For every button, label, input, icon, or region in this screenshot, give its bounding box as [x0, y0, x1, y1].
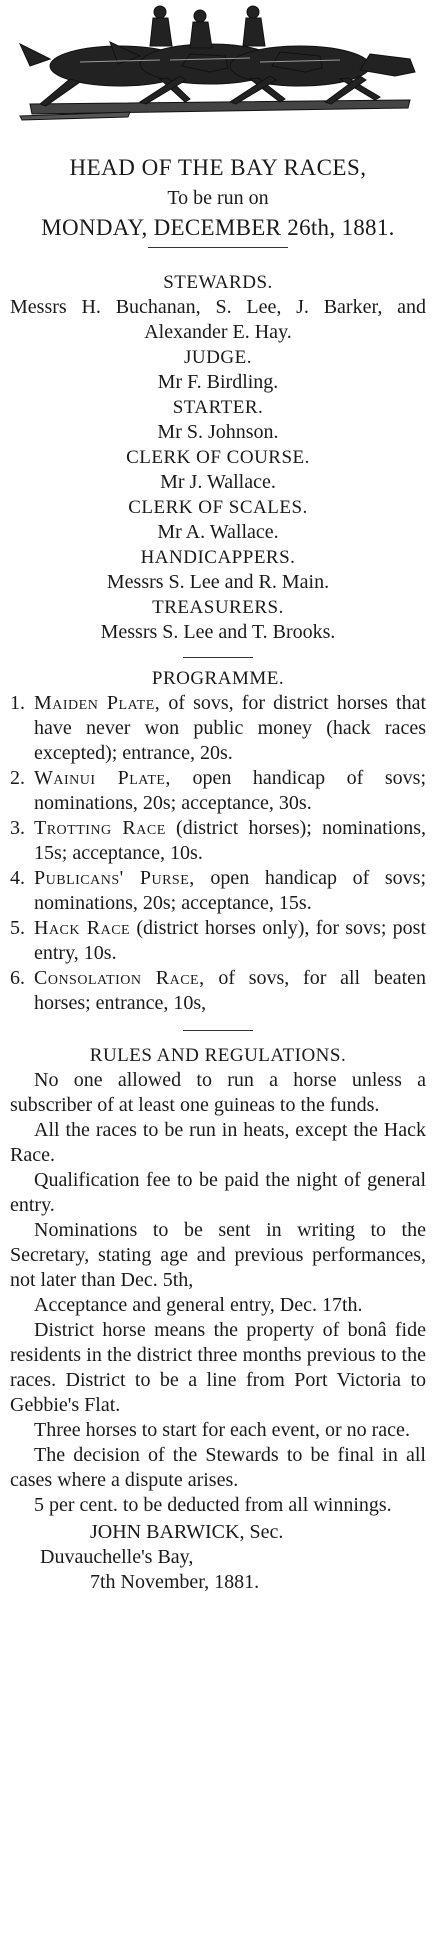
event-title: HEAD OF THE BAY RACES, [69, 155, 367, 180]
treasurers-names: Messrs S. Lee and T. Brooks. [100, 621, 336, 643]
starter-heading: STARTER. [172, 397, 264, 418]
rule-paragraph: The decision of the Stewards to be final in all cases where a dispute arises. [10, 1444, 426, 1491]
programme-item [10, 816, 426, 866]
programme-item [10, 916, 426, 966]
signature-block [10, 1520, 426, 1595]
programme-item-text: (district horses); nominations, 15s; acceptance, 10s. [34, 817, 426, 864]
programme-item-name: Wainui Plate, [34, 767, 171, 789]
programme-item [10, 866, 426, 916]
programme-item-text: of sovs, for district horses that have never won public money (hack races excepted); entrance, 20s. [34, 692, 427, 764]
judge-heading: JUDGE. [184, 347, 252, 368]
rule-paragraph: District horse means the property of bonâ fide residents in the district three months previous to the races. District to be a line from Port Victoria to Gebbie's Flat. [10, 1319, 426, 1416]
programme-item-number: 4. [10, 867, 25, 889]
programme-item-text: open handicap of sovs; nominations, 20s; acceptance, 15s. [34, 867, 426, 914]
programme-item-number: 6. [10, 967, 25, 989]
starter-name: Mr S. Johnson. [157, 421, 279, 443]
divider [148, 247, 288, 248]
signature-name: JOHN BARWICK, Sec. [90, 1521, 284, 1543]
clerk-of-course-heading: CLERK OF COURSE. [126, 447, 310, 468]
rules-heading: RULES AND REGULATIONS. [89, 1045, 347, 1066]
handicappers-names: Messrs S. Lee and R. Main. [106, 571, 330, 593]
divider [183, 1030, 253, 1031]
rule-paragraph: Qualification fee to be paid the night of general entry. [10, 1169, 426, 1216]
programme-item [10, 691, 426, 766]
event-date: MONDAY, DECEMBER 26th, 1881. [41, 215, 395, 240]
rule-paragraph: 5 per cent. to be deducted from all winnings. [34, 1494, 392, 1516]
signature-date: 7th November, 1881. [90, 1571, 260, 1593]
judge-name: Mr F. Birdling. [157, 371, 279, 393]
programme-item [10, 766, 426, 816]
clerk-of-course-name: Mr J. Wallace. [160, 471, 276, 493]
programme-item-number: 2. [10, 767, 25, 789]
programme-item-name: Trotting Race [34, 817, 166, 839]
programme-item-name: Maiden Plate, [34, 692, 161, 714]
rule-paragraph: Acceptance and general entry, Dec. 17th. [34, 1294, 363, 1316]
programme-item-text: (district horses only), for sovs; post entry, 10s. [34, 917, 427, 964]
stewards-heading: STEWARDS. [163, 272, 273, 293]
rule-paragraph: No one allowed to run a horse unless a subscriber of at least one guineas to the funds. [10, 1069, 426, 1116]
programme-item-number: 3. [10, 817, 25, 839]
divider [183, 657, 253, 658]
programme-item-number: 1. [10, 692, 25, 714]
officials-section [10, 270, 426, 645]
racehorses-woodcut-image [10, 4, 426, 126]
programme-item [10, 966, 426, 1016]
programme-item-name: Publicans' Purse, [34, 867, 195, 889]
signature-place: Duvauchelle's Bay, [40, 1546, 194, 1568]
rules-section [10, 1043, 426, 1518]
clerk-of-scales-name: Mr A. Wallace. [157, 521, 279, 543]
rule-paragraph: All the races to be run in heats, except the Hack Race. [10, 1119, 426, 1166]
programme-item-number: 5. [10, 917, 25, 939]
event-subtitle: To be run on [167, 187, 269, 209]
programme-item-text: of sovs, for all beaten horses; entrance, 10s, [34, 967, 427, 1014]
stewards-names: Messrs H. Buchanan, S. Lee, J. Barker, and Alexander E. Hay. [10, 296, 426, 343]
rule-paragraph: Three horses to start for each event, or no race. [34, 1419, 410, 1441]
rule-paragraph: Nominations to be sent in writing to the Secretary, stating age and previous performances, not later than Dec. 5th, [10, 1219, 426, 1291]
programme-item-name: Hack Race [34, 917, 131, 939]
handicappers-heading: HANDICAPPERS. [140, 547, 296, 568]
treasurers-heading: TREASURERS. [152, 597, 284, 618]
clerk-of-scales-heading: CLERK OF SCALES. [128, 497, 308, 518]
programme-item-name: Consolation Race, [34, 967, 205, 989]
programme-section [10, 666, 426, 1016]
programme-heading: PROGRAMME. [151, 668, 285, 689]
programme-item-text: open handicap of sovs; nominations, 20s; acceptance, 30s. [34, 767, 427, 814]
